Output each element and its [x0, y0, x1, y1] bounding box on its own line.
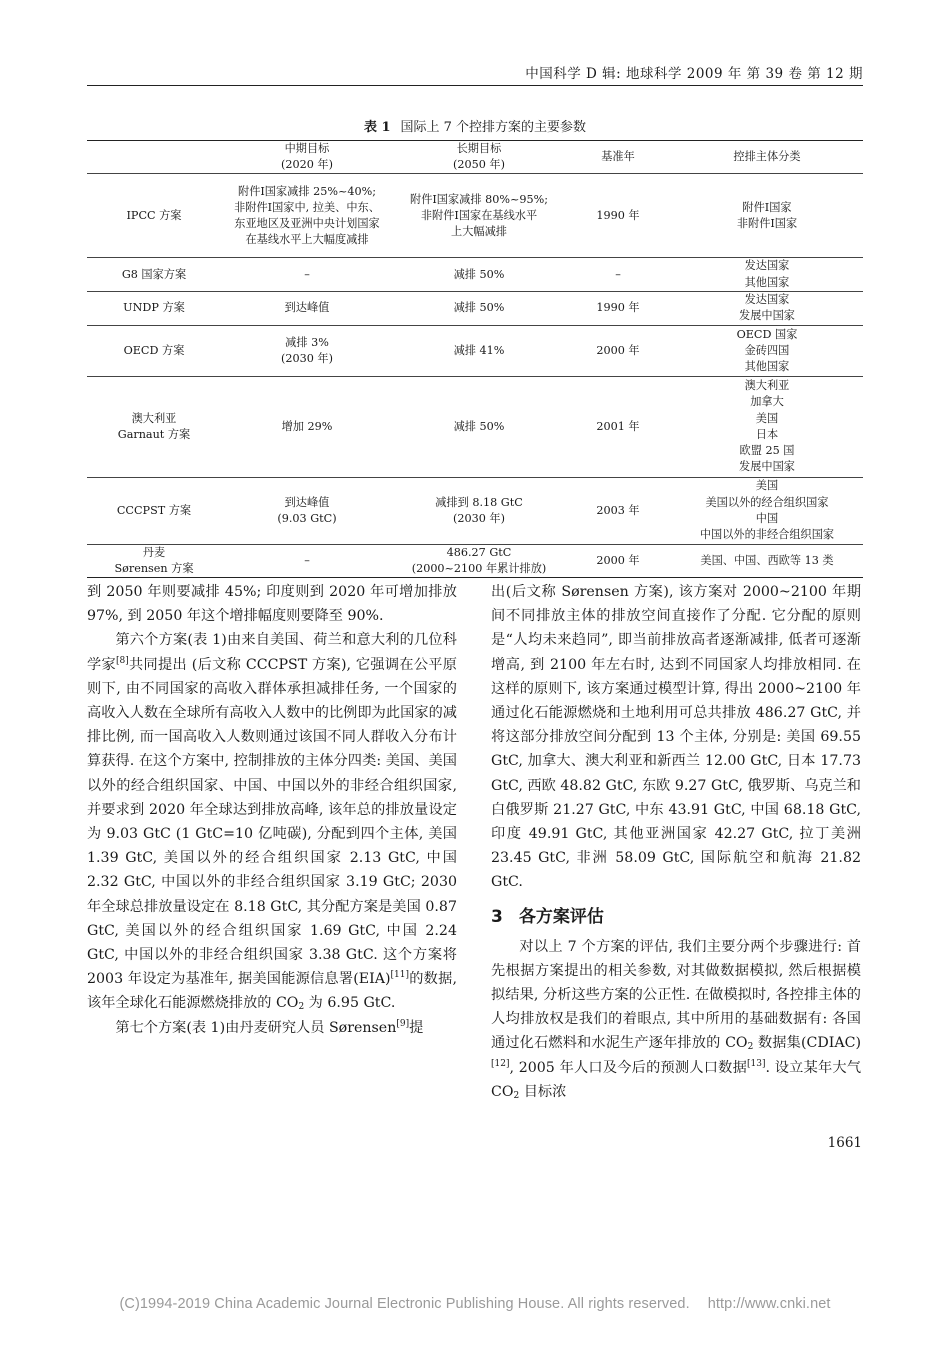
base-year-cell: 2003 年	[565, 477, 671, 544]
paragraph-evaluation: 对以上 7 个方案的评估, 我们主要分两个步骤进行: 首先根据方案提出的相关参数, 对其做数据模拟, 然后根据模拟结果, 分析这些方案的公正性. 在做模拟时, 各控排主体的人均排放权是我们的着眼点, 其中所用的基础数据有: 各国通过化石燃料和水泥生产逐年排放的 $CO_2$ 数据集(CDIAC)[12], 2005 年人口及今后的预测人口数据[13]. 设立某年大气 $CO_2$ 目标浓	[491, 938, 862, 1101]
entity-cell: 附件Ⅰ国家 非附件Ⅰ国家	[671, 174, 863, 258]
params-table	[87, 140, 863, 578]
header-rule	[87, 85, 863, 86]
long-term-cell: 减排到 8.18 GtC (2030 年)	[393, 477, 565, 544]
base-year-cell: 2000 年	[565, 325, 671, 376]
table-row	[87, 325, 863, 376]
table-title: 国际上 7 个控排方案的主要参数	[400, 120, 587, 135]
mid-term-cell: –	[221, 544, 393, 577]
paragraph: 出(后文称 Sørensen 方案), 该方案对 2000~2100 年期间不同排放主体的排放空间直接作了分配. 它分配的原则是“人均未来趋同”, 即当前排放高者逐渐减排, 低者可逐渐增高, 到 2100 年左右时, 达到不同国家人均排放相同. 在这样的原则下, 该方案通过模型计算, 得出 2000~2100 年通过化石能源燃烧和土地利用可总共排放 486.27 GtC, 并将这部分排放空间分配到 13 个主体, 分别是: 美国 69.55 GtC, 加拿大、澳大利亚和新西兰 12.00 GtC, 日本 17.73 GtC, 西欧 48.82 GtC, 东欧 9.27 GtC, 俄罗斯、乌克兰和白俄罗斯 21.27 GtC, 中东 43.91 GtC, 中国 68.18 GtC, 印度 49.91 GtC, 其他亚洲国家 42.27 GtC, 拉丁美洲 23.45 GtC, 非洲 58.09 GtC, 国际航空和航海 21.82 GtC.	[491, 584, 861, 891]
table-row	[87, 544, 863, 577]
mid-term-cell: 减排 3% (2030 年)	[221, 325, 393, 376]
long-term-cell: 减排 41%	[393, 325, 565, 376]
citation: [8]	[115, 655, 129, 666]
citation: [13]	[747, 1058, 766, 1069]
header-mid: 中期目标 (2020 年)	[221, 141, 393, 174]
paragraph-sorensen: 第七个方案(表 1)由丹麦研究人员 Sørensen[9]提	[115, 1018, 424, 1036]
table-row	[87, 258, 863, 291]
entity-cell: 澳大利亚 加拿大 美国 日本 欧盟 25 国 发展中国家	[671, 376, 863, 477]
mid-term-cell: 增加 29%	[221, 376, 393, 477]
long-term-cell: 减排 50%	[393, 291, 565, 325]
table-row	[87, 376, 863, 477]
footer	[0, 1296, 950, 1312]
mid-term-cell: 附件Ⅰ国家减排 25%~40%; 非附件Ⅰ国家中, 拉美、中东、 东亚地区及亚洲中央计划国家 在基线水平上大幅度减排	[221, 174, 393, 258]
table-row	[87, 291, 863, 325]
scheme-cell: 丹麦 Sørensen 方案	[87, 544, 221, 577]
long-term-cell: 附件Ⅰ国家减排 80%~95%; 非附件Ⅰ国家在基线水平 上大幅减排	[393, 174, 565, 258]
long-term-cell: 减排 50%	[393, 376, 565, 477]
running-head: 中国科学 D 辑: 地球科学 2009 年 第 39 卷 第 12 期	[525, 66, 863, 82]
header-base-year: 基准年	[565, 141, 671, 174]
scheme-cell: 澳大利亚 Garnaut 方案	[87, 376, 221, 477]
base-year-cell: 2000 年	[565, 544, 671, 577]
section-heading: 3 各方案评估	[491, 906, 604, 927]
table-row	[87, 477, 863, 544]
table-caption	[87, 116, 863, 135]
entity-cell: 发达国家 发展中国家	[671, 291, 863, 325]
table-label: 表 1	[363, 120, 391, 135]
citation: [12]	[491, 1058, 510, 1069]
body-column-right	[491, 580, 861, 1104]
table-row	[87, 174, 863, 258]
scheme-cell: UNDP 方案	[87, 291, 221, 325]
scheme-cell: OECD 方案	[87, 325, 221, 376]
page-number: 1661	[827, 1135, 862, 1151]
entity-cell: 美国、中国、西欧等 13 类	[671, 544, 863, 577]
citation: [9]	[396, 1018, 410, 1029]
mid-term-cell: 到达峰值	[221, 291, 393, 325]
header-entity: 控排主体分类	[671, 141, 863, 174]
cnki-link[interactable]: http://www.cnki.net	[707, 1296, 831, 1312]
entity-cell: 发达国家 其他国家	[671, 258, 863, 291]
citation: [11]	[390, 970, 410, 981]
scheme-cell: G8 国家方案	[87, 258, 221, 291]
base-year-cell: 1990 年	[565, 291, 671, 325]
mid-term-cell: –	[221, 258, 393, 291]
entity-cell: 美国 美国以外的经合组织国家 中国 中国以外的非经合组织国家	[671, 477, 863, 544]
table-header-row	[87, 141, 863, 174]
body-column-left	[87, 580, 457, 1040]
long-term-cell: 486.27 GtC (2000~2100 年累计排放)	[393, 544, 565, 577]
paragraph-cccpst: 第六个方案(表 1)由来自美国、荷兰和意大利的几位科学家[8]共同提出 (后文称 CCCPST 方案), 它强调在公平原则下, 由不同国家的高收入群体承担减排任务, 一个国家的高收入人数在全球所有高收入人数中的比例即为此国家的减排比例, 而一国高收入人数则通过该国不同人群收入分布计算获得. 在这个方案中, 控制排放的主体分四类: 美国、美国以外的经合组织国家、中国、中国以外的非经合组织国家, 并要求到 2020 年全球达到排放高峰, 该年总的排放量设定为 9.03 GtC (1 GtC=10 亿吨碳), 分配到四个主体, 美国 1.39 GtC, 美国以外的经合组织国家 2.13 GtC, 中国 2.32 GtC, 中国以外的非经合组织国家 3.19 GtC; 2030 年全球总排放量设定在 8.18 GtC, 其分配方案是美国 0.87 GtC, 美国以外的经合组织国家 1.69 GtC, 中国 2.24 GtC, 中国以外的非经合组织国家 3.38 GtC. 这个方案将 2003 年设定为基准年, 据美国能源信息署(EIA)[11]的数据, 该年全球化石能源燃烧排放的 $CO_2$ 为 6.95 GtC.	[87, 632, 457, 1013]
base-year-cell: –	[565, 258, 671, 291]
base-year-cell: 2001 年	[565, 376, 671, 477]
copyright-notice: (C)1994-2019 China Academic Journal Electronic Publishing House. All rights reserved.	[119, 1296, 690, 1312]
base-year-cell: 1990 年	[565, 174, 671, 258]
header-scheme	[87, 141, 221, 174]
entity-cell: OECD 国家 金砖四国 其他国家	[671, 325, 863, 376]
paragraph: 到 2050 年则要减排 45%; 印度则到 2020 年可增加排放 97%, 到 2050 年这个增排幅度则要降至 90%.	[87, 584, 457, 625]
scheme-cell: CCCPST 方案	[87, 477, 221, 544]
header-long: 长期目标 (2050 年)	[393, 141, 565, 174]
long-term-cell: 减排 50%	[393, 258, 565, 291]
scheme-cell: IPCC 方案	[87, 174, 221, 258]
mid-term-cell: 到达峰值 (9.03 GtC)	[221, 477, 393, 544]
